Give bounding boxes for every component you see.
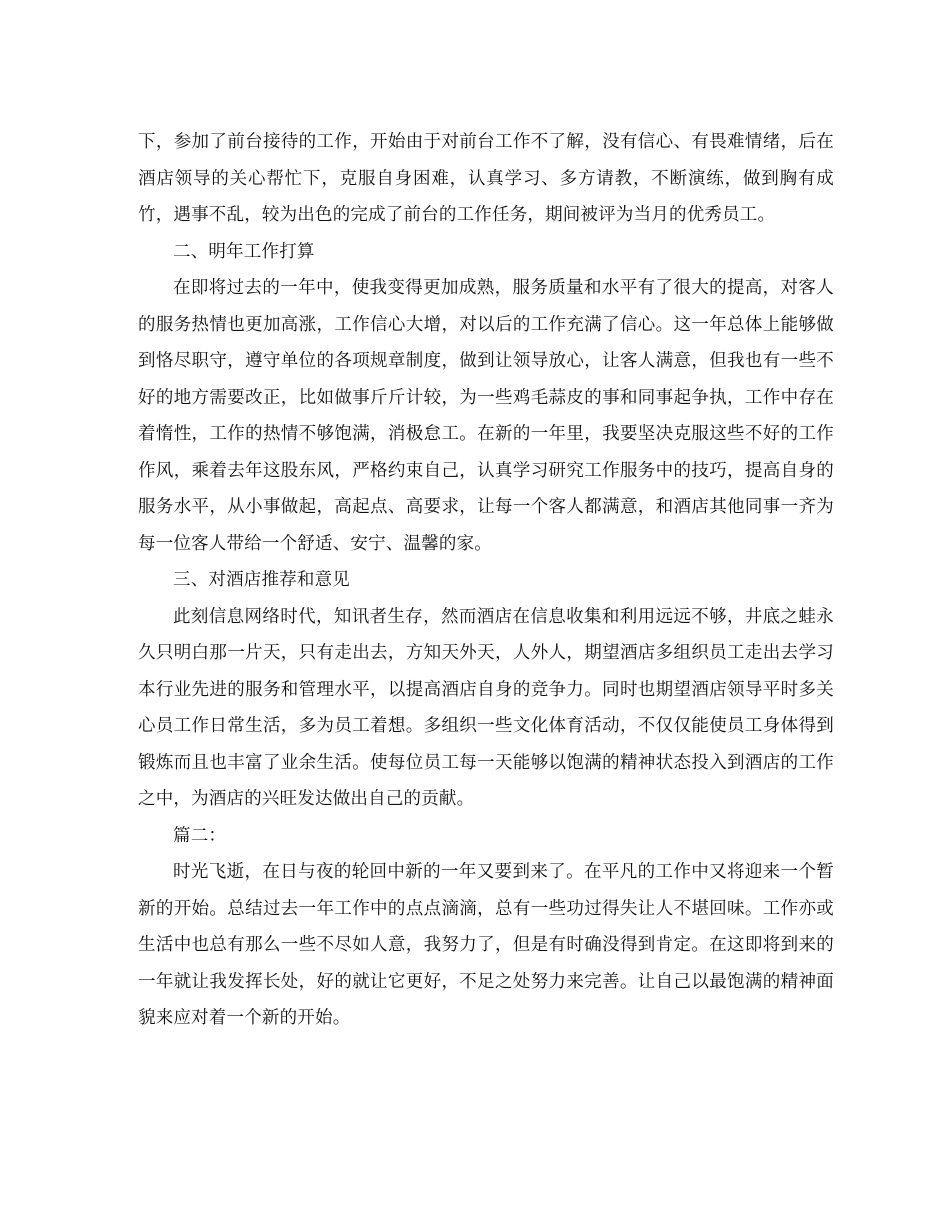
section-heading-next-year-plan: 二、明年工作打算 (173, 241, 315, 262)
document-body (138, 124, 834, 1037)
paragraph-suggestions: 此刻信息网络时代，知讯者生存，然而酒店在信息收集和利用远远不够，井底之蛙永久只明白那一片天，只有走出去，方知天外天，人外人，期望酒店多组织员工走出去学习本行业先进的服务和管理水平，以提高酒店自身的竞争力。同时也期望酒店领导平时多关心员工作日常生活，多为员工着想。多组织一些文化体育活动，不仅仅能使员工身体得到锻炼而且也丰富了业余生活。使每位员工每一天能够以饱满的精神状态投入到酒店的工作之中，为酒店的兴旺发达做出自己的贡献。 (138, 606, 834, 809)
paragraph-next-year-plan: 在即将过去的一年中，使我变得更加成熟，服务质量和水平有了很大的提高，对客人的服务热情也更加高涨，工作信心大增，对以后的工作充满了信心。这一年总体上能够做到恪尽职守，遵守单位的各项规章制度，做到让领导放心，让客人满意，但我也有一些不好的地方需要改正，比如做事斤斤计较，为一些鸡毛蒜皮的事和同事起争执，工作中存在着惰性，工作的热情不够饱满，消极怠工。在新的一年里，我要坚决克服这些不好的工作作风，乘着去年这股东风，严格约束自己，认真学习研究工作服务中的技巧，提高自身的服务水平，从小事做起，高起点、高要求，让每一个客人都满意，和酒店其他同事一齐为每一位客人带给一个舒适、安宁、温馨的家。 (138, 278, 834, 554)
section-heading-suggestions: 三、对酒店推荐和意见 (173, 570, 350, 590)
section-heading-part-two: 篇二： (173, 825, 227, 846)
paragraph-intro-continued: 下，参加了前台接待的工作，开始由于对前台工作不了解，没有信心、有畏难情绪，后在酒店领导的关心帮忙下，克服自身困难，认真学习、多方请教，不断演练，做到胸有成竹，遇事不乱，较为出色的完成了前台的工作任务，期间被评为当月的优秀员工。 (138, 132, 834, 225)
paragraph-part-two: 时光飞逝，在日与夜的轮回中新的一年又要到来了。在平凡的工作中又将迎来一个暂新的开始。总结过去一年工作中的点点滴滴，总有一些功过得失让人不堪回味。工作亦或生活中也总有那么一些不尽如人意，我努力了，但是有时确没得到肯定。在这即将到来的一年就让我发挥长处，好的就让它更好，不足之处努力来完善。让自己以最饱满的精神面貌来应对着一个新的开始。 (138, 862, 834, 1028)
